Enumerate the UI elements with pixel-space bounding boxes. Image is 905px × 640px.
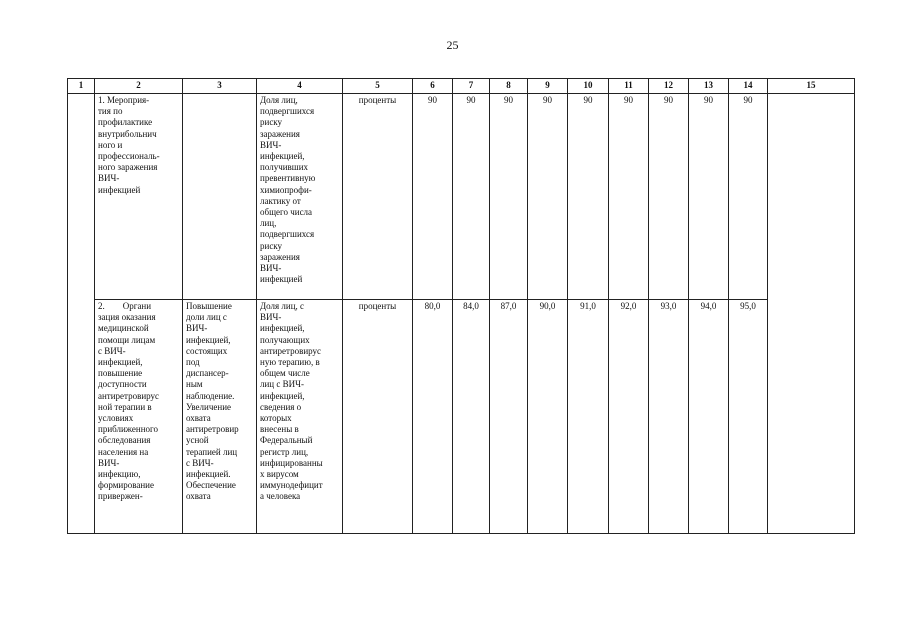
value-cell: 80,0 [413,300,453,534]
header-cell: 3 [183,79,257,94]
header-cell: 6 [413,79,453,94]
value-cell: 95,0 [729,300,768,534]
indicator-cell: Доля лиц, подвергшихся риску заражения ВИЧ- инфекцией, получивших превентивную химиопрофи- лактику от общего числа лиц, подвергшихся риску заражения ВИЧ- инфекцией [257,94,343,300]
table-row [68,300,855,534]
header-cell: 5 [343,79,413,94]
table-header-row [68,79,855,94]
value-cell: 90 [568,94,609,300]
unit-cell: проценты [343,300,413,534]
row-number-cell [68,94,95,300]
header-cell: 1 [68,79,95,94]
notes-cell [768,300,855,534]
header-cell: 13 [689,79,729,94]
row-number-cell [68,300,95,534]
value-cell: 90 [609,94,649,300]
result-cell: Повышение доли лиц с ВИЧ- инфекцией, состоящих под диспансер- ным наблюдение. Увеличение охвата антиретровир усной терапией лиц с ВИЧ- инфекцией. Обеспечение охвата [183,300,257,534]
value-cell: 90 [528,94,568,300]
value-cell: 90 [453,94,490,300]
value-cell: 90 [689,94,729,300]
header-cell: 11 [609,79,649,94]
value-cell: 90 [413,94,453,300]
measure-cell: 1. Мероприя- тия по профилактике внутрибольнич ного и профессиональ- ного заражения ВИЧ- инфекцией [95,94,183,300]
header-cell: 9 [528,79,568,94]
measure-cell: 2. Органи зация оказания медицинской помощи лицам с ВИЧ- инфекцией, повышение доступности антиретровирус ной терапии в условиях приближенного обследования населения на ВИЧ- инфекцию, формирование привержен- [95,300,183,534]
header-cell: 12 [649,79,689,94]
value-cell: 91,0 [568,300,609,534]
value-cell: 90 [729,94,768,300]
header-cell: 2 [95,79,183,94]
unit-cell: проценты [343,94,413,300]
header-cell: 15 [768,79,855,94]
value-cell: 90,0 [528,300,568,534]
page-number: 25 [446,38,459,52]
value-cell: 90 [649,94,689,300]
value-cell: 90 [490,94,528,300]
header-cell: 14 [729,79,768,94]
notes-cell [768,94,855,300]
header-cell: 7 [453,79,490,94]
header-cell: 8 [490,79,528,94]
indicators-table [67,78,855,534]
value-cell: 87,0 [490,300,528,534]
indicator-cell: Доля лиц, с ВИЧ- инфекцией, получающих антиретровирус ную терапию, в общем числе лиц с ВИЧ- инфекцией, сведения о которых внесены в Федеральный регистр лиц, инфицированны х вирусом иммунодефицит а человека [257,300,343,534]
header-cell: 10 [568,79,609,94]
result-cell [183,94,257,300]
value-cell: 94,0 [689,300,729,534]
value-cell: 84,0 [453,300,490,534]
header-cell: 4 [257,79,343,94]
value-cell: 92,0 [609,300,649,534]
table-row [68,94,855,300]
value-cell: 93,0 [649,300,689,534]
